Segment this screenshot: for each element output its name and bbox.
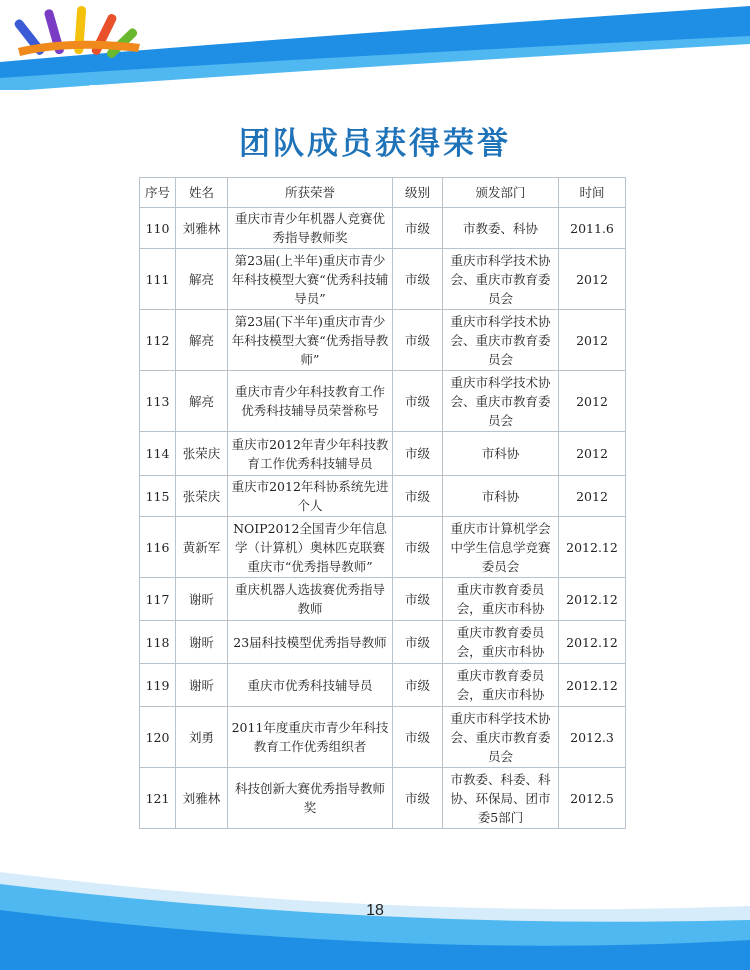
cell-no: 110 xyxy=(140,208,176,249)
cell-date: 2011.6 xyxy=(559,208,626,249)
table-header-row xyxy=(140,178,626,208)
footer-band xyxy=(0,870,750,970)
cell-level: 市级 xyxy=(393,768,443,829)
table-row xyxy=(140,310,626,371)
table-row xyxy=(140,707,626,768)
honors-table xyxy=(139,177,626,829)
page-title: 团队成员获得荣誉 xyxy=(239,126,511,162)
cell-no: 118 xyxy=(140,621,176,664)
cell-honor: 科技创新大赛优秀指导教师奖 xyxy=(228,768,393,829)
cell-honor: 第23届(上半年)重庆市青少年科技模型大赛“优秀科技辅导员” xyxy=(228,249,393,310)
cell-level: 市级 xyxy=(393,476,443,517)
cell-honor: 重庆市优秀科技辅导员 xyxy=(228,664,393,707)
page-number: 18 xyxy=(366,902,384,919)
cell-no: 119 xyxy=(140,664,176,707)
cell-date: 2012.12 xyxy=(559,578,626,621)
cell-honor: 重庆市2012年科协系统先进个人 xyxy=(228,476,393,517)
header-no: 序号 xyxy=(140,178,176,208)
cell-issuer: 重庆市科学技术协会、重庆市教育委员会 xyxy=(443,707,559,768)
table-row xyxy=(140,371,626,432)
cell-no: 111 xyxy=(140,249,176,310)
table-row xyxy=(140,432,626,476)
cell-honor: 重庆机器人选拔赛优秀指导教师 xyxy=(228,578,393,621)
header-date: 时间 xyxy=(559,178,626,208)
table-row xyxy=(140,476,626,517)
cell-no: 117 xyxy=(140,578,176,621)
cell-no: 120 xyxy=(140,707,176,768)
cell-level: 市级 xyxy=(393,310,443,371)
cell-name: 刘雅林 xyxy=(176,208,228,249)
cell-name: 解亮 xyxy=(176,310,228,371)
cell-date: 2012.12 xyxy=(559,517,626,578)
cell-name: 谢昕 xyxy=(176,664,228,707)
table-row xyxy=(140,249,626,310)
cell-no: 114 xyxy=(140,432,176,476)
cell-date: 2012 xyxy=(559,249,626,310)
cell-date: 2012 xyxy=(559,310,626,371)
cell-issuer: 市教委、科协 xyxy=(443,208,559,249)
cell-honor: 重庆市青少年机器人竞赛优秀指导教师奖 xyxy=(228,208,393,249)
cell-date: 2012.5 xyxy=(559,768,626,829)
cell-name: 黄新军 xyxy=(176,517,228,578)
cell-issuer: 市科协 xyxy=(443,432,559,476)
table-row xyxy=(140,578,626,621)
cell-date: 2012 xyxy=(559,476,626,517)
header-band xyxy=(0,0,750,90)
cell-issuer: 重庆市科学技术协会、重庆市教育委员会 xyxy=(443,371,559,432)
cell-issuer: 重庆市教育委员会，重庆市科协 xyxy=(443,578,559,621)
cell-issuer: 重庆市计算机学会中学生信息学竞赛委员会 xyxy=(443,517,559,578)
cell-name: 谢昕 xyxy=(176,621,228,664)
cell-issuer: 重庆市科学技术协会、重庆市教育委员会 xyxy=(443,249,559,310)
cell-level: 市级 xyxy=(393,621,443,664)
cell-name: 张荣庆 xyxy=(176,432,228,476)
cell-issuer: 重庆市科学技术协会、重庆市教育委员会 xyxy=(443,310,559,371)
table-row xyxy=(140,208,626,249)
cell-honor: 重庆市青少年科技教育工作优秀科技辅导员荣誉称号 xyxy=(228,371,393,432)
cell-level: 市级 xyxy=(393,208,443,249)
table-row xyxy=(140,517,626,578)
cell-level: 市级 xyxy=(393,578,443,621)
cell-issuer: 市科协 xyxy=(443,476,559,517)
cell-no: 116 xyxy=(140,517,176,578)
cell-date: 2012.12 xyxy=(559,621,626,664)
header-name: 姓名 xyxy=(176,178,228,208)
cell-date: 2012.3 xyxy=(559,707,626,768)
table-row xyxy=(140,768,626,829)
cell-date: 2012 xyxy=(559,432,626,476)
table-row xyxy=(140,664,626,707)
cell-no: 121 xyxy=(140,768,176,829)
cell-level: 市级 xyxy=(393,664,443,707)
cell-date: 2012.12 xyxy=(559,664,626,707)
cell-level: 市级 xyxy=(393,432,443,476)
cell-name: 解亮 xyxy=(176,249,228,310)
cell-issuer: 市教委、科委、科协、环保局、团市委5部门 xyxy=(443,768,559,829)
header-honor: 所获荣誉 xyxy=(228,178,393,208)
cell-honor: NOIP2012全国青少年信息学（计算机）奥林匹克联赛重庆市“优秀指导教师” xyxy=(228,517,393,578)
cell-level: 市级 xyxy=(393,249,443,310)
cell-issuer: 重庆市教育委员会，重庆市科协 xyxy=(443,621,559,664)
cell-no: 115 xyxy=(140,476,176,517)
cell-level: 市级 xyxy=(393,517,443,578)
cell-name: 刘雅林 xyxy=(176,768,228,829)
cell-honor: 重庆市2012年青少年科技教育工作优秀科技辅导员 xyxy=(228,432,393,476)
cell-date: 2012 xyxy=(559,371,626,432)
cell-honor: 2011年度重庆市青少年科技教育工作优秀组织者 xyxy=(228,707,393,768)
cell-name: 张荣庆 xyxy=(176,476,228,517)
cell-issuer: 重庆市教育委员会，重庆市科协 xyxy=(443,664,559,707)
cell-honor: 第23届(下半年)重庆市青少年科技模型大赛“优秀指导教师” xyxy=(228,310,393,371)
cell-name: 解亮 xyxy=(176,371,228,432)
cell-level: 市级 xyxy=(393,707,443,768)
cell-no: 113 xyxy=(140,371,176,432)
header-issuer: 颁发部门 xyxy=(443,178,559,208)
cell-no: 112 xyxy=(140,310,176,371)
header-level: 级别 xyxy=(393,178,443,208)
table-row xyxy=(140,621,626,664)
cell-level: 市级 xyxy=(393,371,443,432)
cell-name: 刘勇 xyxy=(176,707,228,768)
cell-honor: 23届科技模型优秀指导教师 xyxy=(228,621,393,664)
cell-name: 谢昕 xyxy=(176,578,228,621)
